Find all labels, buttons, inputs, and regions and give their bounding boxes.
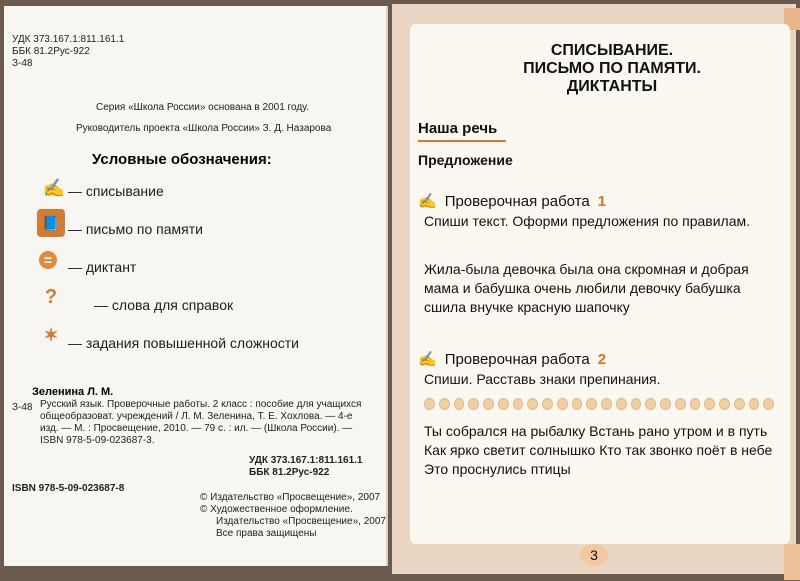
section-sentence: Предложение (418, 152, 513, 168)
left-page (4, 6, 388, 566)
bbk-bottom: ББК 81.2Рус-922 (249, 467, 330, 478)
right-content-panel (410, 24, 790, 544)
pen-icon: ✍ (418, 193, 437, 210)
udk-top: УДК 373.167.1:811.161.1 (12, 34, 125, 45)
equals-icon: = (39, 251, 57, 269)
catalog-code: З-48 (12, 402, 33, 413)
legend-item-4: — слова для справок (94, 297, 234, 313)
task-2-instruction: Спиши. Расставь знаки препинания. (424, 371, 661, 387)
series-line: Серия «Школа России» основана в 2001 году. (96, 102, 309, 113)
task-2-number: 2 (597, 350, 607, 368)
chapter-title-3: ДИКТАНТЫ (566, 78, 658, 95)
task-1-label: Проверочная работа (444, 192, 590, 210)
legend-title: Условные обозначения: (92, 151, 272, 168)
task-1-text: Жила-была девочка была она скромная и добрая мама и бабушка очень любили девочку бабушка сшила внучке красную шапочку (424, 261, 749, 315)
task-1-number: 1 (597, 192, 607, 210)
legend-item-1: — списывание (68, 183, 164, 199)
page-number: 3 (580, 544, 608, 566)
bbk-top: ББК 81.2Рус-922 (12, 46, 90, 57)
chapter-title-1: СПИСЫВАНИЕ. (550, 42, 674, 59)
book-icon: 📘 (37, 209, 65, 237)
author: Зеленина Л. М. (32, 386, 114, 398)
copyright-4: Все права защищены (216, 528, 317, 539)
pen-icon: ✍ (418, 351, 437, 368)
udk-bottom: УДК 373.167.1:811.161.1 (249, 455, 363, 466)
star-icon: ✶ (43, 324, 59, 345)
legend-item-5: — задания повышенной сложности (68, 335, 299, 351)
task-2-label: Проверочная работа (444, 350, 590, 368)
task-1-instruction: Спиши текст. Оформи предложения по правилам. (424, 213, 751, 229)
copyright-1: © Издательство «Просвещение», 2007 (200, 492, 381, 503)
task-2-text: Ты собрался на рыбалку Встань рано утром и в путь Как ярко светит солнышко Кто так звонко поёт в небе Это проснулись птицы (424, 423, 773, 477)
copyright-2: © Художественное оформление. (200, 504, 353, 515)
pen-icon: ✍ (42, 177, 66, 198)
catalog-text: Русский язык. Проверочные работы. 2 класс : пособие для учащихся общеобразоват. учреждений / Л. М. Зеленина, Т. Е. Хохлова. — 4-е изд. — М. : Просвещение, 2010. — 79 с. : ил. — (Школа России). — ISBN 978-5-09-023687-3. (40, 399, 362, 446)
right-page (392, 4, 796, 574)
decorative-dots (424, 398, 774, 412)
legend-item-3: — диктант (68, 259, 137, 275)
section-underline (418, 140, 506, 142)
copyright-3: Издательство «Просвещение», 2007 (216, 516, 386, 527)
legend-item-2: — письмо по памяти (68, 221, 203, 237)
task-2-header (418, 350, 606, 368)
chapter-title-2: ПИСЬМО ПО ПАМЯТИ. (523, 60, 701, 77)
project-line: Руководитель проекта «Школа России» З. Д. Назарова (76, 123, 332, 134)
section-our-speech: Наша речь (418, 120, 498, 137)
isbn: ISBN 978-5-09-023687-8 (12, 483, 125, 494)
code-top: З-48 (12, 58, 33, 69)
question-icon: ? (44, 285, 58, 308)
right-bottom-band (784, 544, 800, 580)
task-1-header (418, 192, 606, 210)
